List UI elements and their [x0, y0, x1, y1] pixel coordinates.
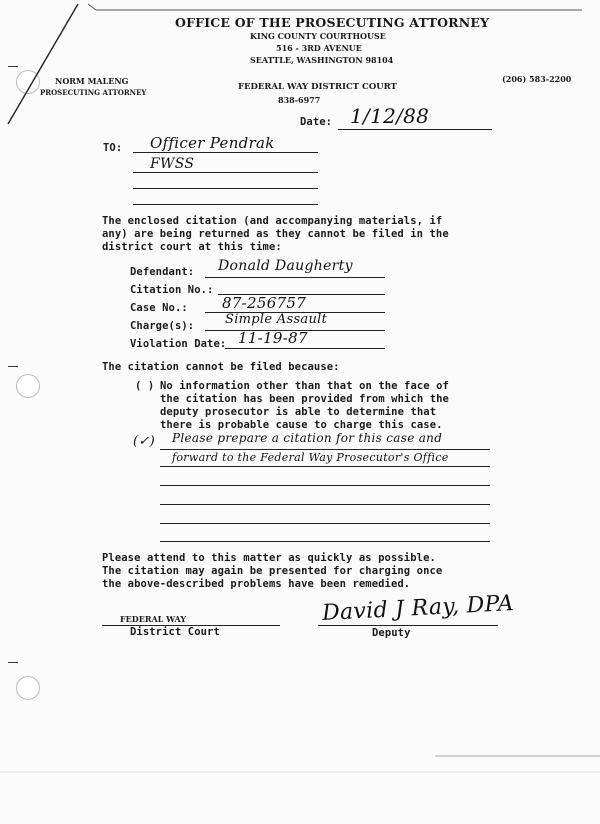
case-value: 87-256757	[222, 294, 307, 312]
violation-date-label: Violation Date:	[130, 338, 227, 350]
to-line-2	[133, 172, 318, 173]
option-2-checkbox: (✓)	[133, 434, 155, 449]
address-line-1: 516 - 3RD AVENUE	[276, 43, 362, 53]
charge-label: Charge(s):	[130, 320, 195, 332]
violation-date-value: 11-19-87	[238, 329, 308, 347]
deputy-signature: David J Ray, DPA	[321, 590, 515, 627]
defendant-label: Defendant:	[130, 266, 195, 278]
court-name: FEDERAL WAY DISTRICT COURT	[238, 82, 397, 92]
handwritten-reason-2: forward to the Federal Way Prosecutor's Office	[172, 451, 449, 464]
date-line	[338, 129, 492, 130]
citation-label: Citation No.:	[130, 284, 214, 296]
option-1-line-4: there is probable cause to charge this case.	[160, 419, 443, 431]
closing-line-1: Please attend to this matter as quickly as possible.	[102, 552, 436, 564]
deputy-signature-line	[318, 625, 498, 626]
reason-line-4	[160, 504, 490, 505]
deputy-caption: Deputy	[372, 627, 411, 639]
to-line-1	[133, 152, 318, 153]
option-1-line-1: No information other than that on the face of	[160, 380, 449, 392]
handwritten-reason-1: Please prepare a citation for this case and	[172, 431, 443, 445]
to-unit: FWSS	[150, 156, 195, 172]
office-phone: (206) 583-2200	[502, 74, 572, 84]
closing-line-2: The citation may again be presented for charging once	[102, 565, 443, 577]
defendant-line	[205, 277, 385, 278]
charge-value: Simple Assault	[225, 312, 328, 327]
date-label: Date:	[300, 116, 333, 128]
intro-line-1: The enclosed citation (and accompanying materials, if	[102, 215, 443, 227]
to-label: TO:	[103, 142, 123, 154]
court-line-text: FEDERAL WAY	[120, 614, 187, 624]
reason-line-3	[160, 485, 490, 486]
court-phone: 838-6977	[278, 95, 321, 105]
reason-line-6	[160, 541, 490, 542]
reason-line-1	[160, 449, 490, 450]
option-1-checkbox: ( )	[135, 380, 155, 392]
date-value: 1/12/88	[350, 104, 430, 128]
court-caption: District Court	[130, 626, 220, 638]
option-1-line-3: deputy prosecutor is able to determine that	[160, 406, 437, 418]
reason-line-5	[160, 523, 490, 524]
option-1-line-2: the citation has been provided from which the	[160, 393, 449, 405]
case-label: Case No.:	[130, 302, 188, 314]
to-recipient: Officer Pendrak	[150, 134, 275, 152]
intro-line-3: district court at this time:	[102, 241, 282, 253]
violation-date-line	[225, 348, 385, 349]
office-title: OFFICE OF THE PROSECUTING ATTORNEY	[175, 15, 490, 30]
courthouse-name: KING COUNTY COURTHOUSE	[250, 31, 386, 41]
closing-line-3: the above-described problems have been remedied.	[102, 578, 411, 590]
address-line-2: SEATTLE, WASHINGTON 98104	[250, 55, 394, 65]
reason-heading: The citation cannot be filed because:	[102, 361, 340, 373]
to-line-3	[133, 188, 318, 189]
defendant-value: Donald Daugherty	[218, 258, 353, 274]
attorney-title: PROSECUTING ATTORNEY	[40, 88, 147, 97]
intro-line-2: any) are being returned as they cannot be filed in the	[102, 228, 449, 240]
to-line-4	[133, 204, 318, 205]
attorney-name: NORM MALENG	[55, 76, 129, 86]
reason-line-2	[160, 466, 490, 467]
